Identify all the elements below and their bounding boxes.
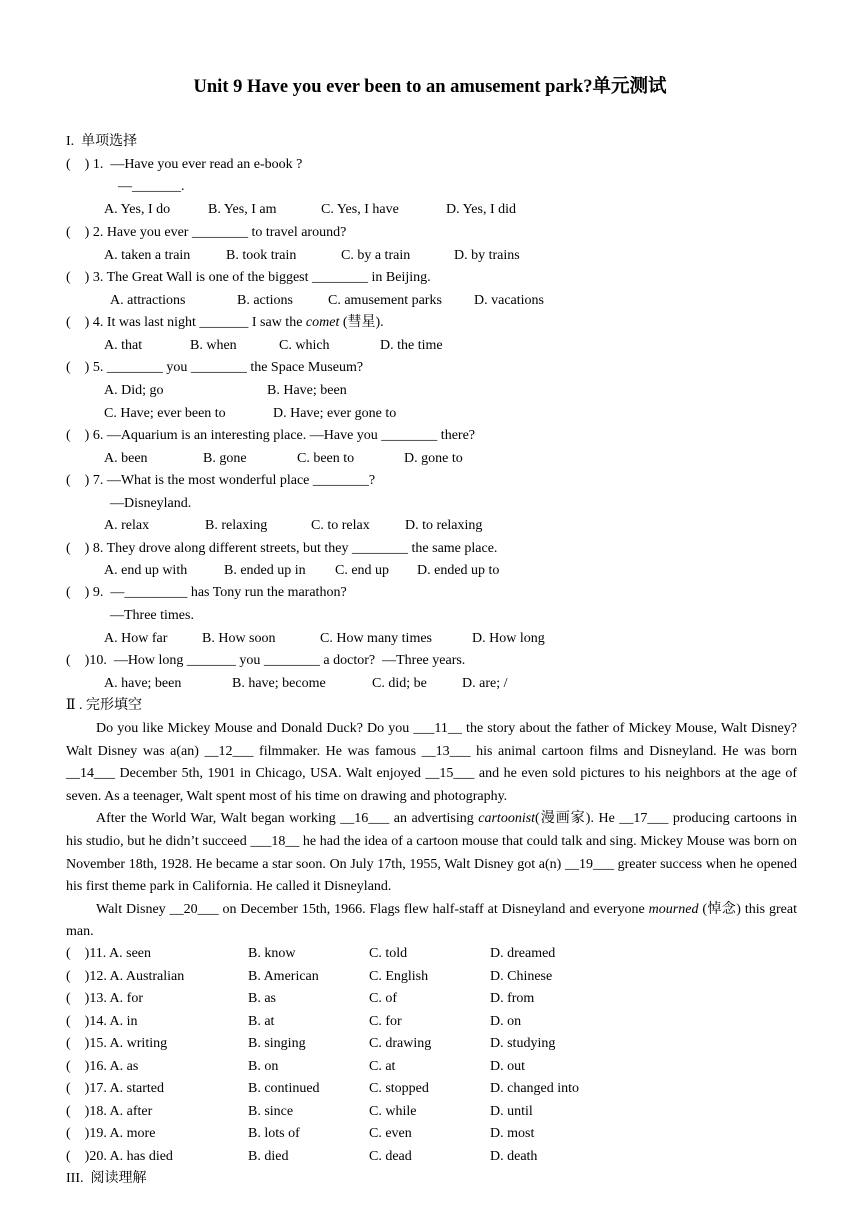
q1-option-d: D. Yes, I did (446, 202, 517, 217)
q7-option-a: A. relax (104, 518, 150, 533)
q9-option-d: D. How long (472, 631, 545, 646)
cloze-14-option-d: D. on (490, 1014, 522, 1029)
q2-option-a: A. taken a train (104, 248, 191, 263)
cloze-12-option-c: C. English (369, 969, 429, 984)
passage-paragraph-2: After the World War, Walt began working __16___ an advertising cartoonist(漫画家). He __17___ producing cartoons in his studio, but he didn’t succeed ___18__ he had the idea of a cartoon mouse that could talk and sing. Mickey Mouse was born on November 18th, 1928. He became a star soon. On July 17th, 1955, Walt Disney got a(n) __19___ greater success when he opened his first theme park in California. He called it Disneyland. (66, 811, 797, 895)
q7-option-c: C. to relax (311, 518, 370, 533)
cloze-19-option-a: ( )19. A. more (66, 1126, 156, 1141)
cloze-19-option-d: D. most (490, 1126, 535, 1141)
section-heading-cloze: Ⅱ . 完形填空 (66, 698, 143, 713)
cloze-20-option-c: C. dead (369, 1149, 412, 1164)
q5-option-c: C. Have; ever been to (104, 406, 226, 421)
cloze-13-option-c: C. of (369, 991, 397, 1006)
cloze-11-option-d: D. dreamed (490, 946, 556, 961)
q8-option-a: A. end up with (104, 563, 188, 578)
q5-option-b: B. Have; been (267, 383, 347, 398)
cloze-20-option-b: B. died (248, 1149, 289, 1164)
question-8: ( ) 8. They drove along different streets, but they ________ the same place. (66, 541, 498, 556)
cloze-19-option-c: C. even (369, 1126, 412, 1141)
q1-option-c: C. Yes, I have (321, 202, 399, 217)
cloze-14-option-c: C. for (369, 1014, 402, 1029)
q2-option-b: B. took train (226, 248, 297, 263)
question-3: ( ) 3. The Great Wall is one of the biggest ________ in Beijing. (66, 270, 431, 285)
cloze-17-option-a: ( )17. A. started (66, 1081, 164, 1096)
q3-option-d: D. vacations (474, 293, 544, 308)
q9-option-a: A. How far (104, 631, 168, 646)
question-4: ( ) 4. It was last night _______ I saw the comet (彗星). (66, 315, 384, 330)
cloze-13-option-b: B. as (248, 991, 276, 1006)
question-1: ( ) 1. —Have you ever read an e-book ? (66, 157, 303, 172)
q4-option-a: A. that (104, 338, 143, 353)
q3-option-b: B. actions (237, 293, 293, 308)
cloze-20-option-a: ( )20. A. has died (66, 1149, 173, 1164)
q8-option-c: C. end up (335, 563, 390, 578)
cloze-20-option-d: D. death (490, 1149, 538, 1164)
cloze-18-option-c: C. while (369, 1104, 417, 1119)
cloze-15-option-c: C. drawing (369, 1036, 432, 1051)
q10-option-d: D. are; / (462, 676, 508, 691)
cloze-13-option-d: D. from (490, 991, 535, 1006)
cloze-15-option-d: D. studying (490, 1036, 556, 1051)
cloze-11-option-c: C. told (369, 946, 408, 961)
q2-option-c: C. by a train (341, 248, 411, 263)
cloze-17-option-d: D. changed into (490, 1081, 580, 1096)
q1-option-b: B. Yes, I am (208, 202, 277, 217)
question-5: ( ) 5. ________ you ________ the Space Museum? (66, 360, 364, 375)
q1-option-a: A. Yes, I do (104, 202, 171, 217)
cloze-12-option-d: D. Chinese (490, 969, 553, 984)
cloze-18-option-d: D. until (490, 1104, 533, 1119)
q5-option-d: D. Have; ever gone to (273, 406, 397, 421)
q4-option-b: B. when (190, 338, 237, 353)
cloze-15-option-a: ( )15. A. writing (66, 1036, 168, 1051)
q10-option-c: C. did; be (372, 676, 427, 691)
q9-option-b: B. How soon (202, 631, 276, 646)
q6-option-a: A. been (104, 451, 148, 466)
q2-option-d: D. by trains (454, 248, 520, 263)
q10-option-b: B. have; become (232, 676, 326, 691)
q10-option-a: A. have; been (104, 676, 182, 691)
q6-option-c: C. been to (297, 451, 355, 466)
cloze-18-option-a: ( )18. A. after (66, 1104, 153, 1119)
q9-option-c: C. How many times (320, 631, 432, 646)
q8-option-d: D. ended up to (417, 563, 500, 578)
q3-option-a: A. attractions (110, 293, 186, 308)
cloze-11-option-a: ( )11. A. seen (66, 946, 152, 961)
cloze-14-option-a: ( )14. A. in (66, 1014, 138, 1029)
q7-option-d: D. to relaxing (405, 518, 483, 533)
section-heading-single-choice: I. 单项选择 (66, 134, 138, 149)
cloze-17-option-b: B. continued (248, 1081, 320, 1096)
cloze-12-option-a: ( )12. A. Australian (66, 969, 185, 984)
question-1-answer-line: —_______. (118, 179, 185, 194)
passage-paragraph-1: Do you like Mickey Mouse and Donald Duck? Do you ___11__ the story about the father of Mickey Mouse, Walt Disney? Walt Disney was a(an) __12___ filmmaker. He was famous __13___ his animal cartoon films and Disneyland. He was born __14___ December 5th, 1901 in Chicago, USA. Walt enjoyed __15___ and he even sold pictures to his neighbors at the age of seven. As a teenager, Walt spent most of his time on drawing and photography. (66, 721, 797, 804)
cloze-19-option-b: B. lots of (248, 1126, 300, 1141)
cloze-14-option-b: B. at (248, 1014, 275, 1029)
page-title: Unit 9 Have you ever been to an amusement park?单元测试 (193, 77, 667, 97)
cloze-15-option-b: B. singing (248, 1036, 306, 1051)
q7-option-b: B. relaxing (205, 518, 268, 533)
section-heading-reading: III. 阅读理解 (66, 1171, 147, 1186)
cloze-13-option-a: ( )13. A. for (66, 991, 143, 1006)
cloze-12-option-b: B. American (248, 969, 319, 984)
cloze-17-option-c: C. stopped (369, 1081, 429, 1096)
passage-paragraph-3: Walt Disney __20___ on December 15th, 1966. Flags flew half-staff at Disneyland and everyone mourned (悼念) this great man. (66, 901, 797, 940)
question-7: ( ) 7. —What is the most wonderful place ________? (66, 473, 376, 488)
q6-option-d: D. gone to (404, 451, 463, 466)
question-6: ( ) 6. —Aquarium is an interesting place. —Have you ________ there? (66, 428, 476, 443)
question-7-answer-line: —Disneyland. (110, 496, 192, 511)
q8-option-b: B. ended up in (224, 563, 306, 578)
cloze-16-option-b: B. on (248, 1059, 279, 1074)
cloze-18-option-b: B. since (248, 1104, 294, 1119)
question-9-answer-line: —Three times. (110, 608, 194, 623)
cloze-passage (66, 718, 797, 944)
q3-option-c: C. amusement parks (328, 293, 442, 308)
q4-option-c: C. which (279, 338, 330, 353)
cloze-11-option-b: B. know (248, 946, 296, 961)
cloze-16-option-c: C. at (369, 1059, 396, 1074)
question-9: ( ) 9. —_________ has Tony run the marathon? (66, 585, 347, 600)
cloze-16-option-a: ( )16. A. as (66, 1059, 139, 1074)
question-10: ( )10. —How long _______ you ________ a doctor? —Three years. (66, 653, 466, 668)
q5-option-a: A. Did; go (104, 383, 164, 398)
question-2: ( ) 2. Have you ever ________ to travel around? (66, 225, 347, 240)
q4-option-d: D. the time (380, 338, 443, 353)
q6-option-b: B. gone (203, 451, 247, 466)
cloze-16-option-d: D. out (490, 1059, 525, 1074)
